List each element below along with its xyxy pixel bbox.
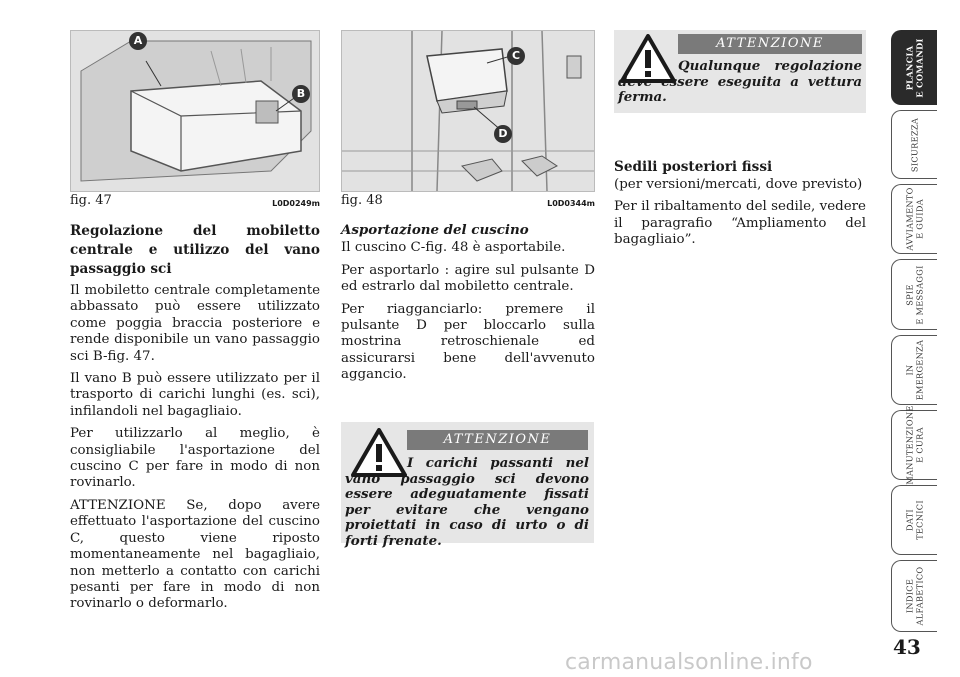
tab-label: DATI TECNICI bbox=[904, 500, 924, 540]
tab-indice-alfabetico[interactable] bbox=[891, 560, 937, 632]
warning-text: Qualunque regolazione deve essere eseguita a vettura ferma. bbox=[618, 58, 862, 106]
paragraph: Il vano B può essere utilizzato per il trasporto di carichi lunghi (es. sci), infilandoli nel bagagliaio. bbox=[70, 371, 320, 419]
tab-label: INDICE ALFABETICO bbox=[904, 566, 924, 626]
tab-label: PLANCIA E COMANDI bbox=[904, 37, 924, 98]
warning-title: ATTENZIONE bbox=[407, 430, 588, 450]
subheading: (per versioni/mercati, dove previsto) bbox=[614, 177, 863, 192]
paragraph: Per il ribaltamento del sedile, vedere il paragrafio “Ampliamento del bagagliaio”. bbox=[614, 199, 866, 248]
figure-48-image bbox=[341, 30, 595, 192]
fig-48-illustration bbox=[342, 31, 594, 191]
tab-in-emergenza[interactable] bbox=[891, 335, 937, 405]
warning-text: I carichi passanti nel vano passaggio sci devono essere adeguatamente fissati per evitare che vengano proiettati in caso di urto o di forti frenate. bbox=[345, 455, 589, 549]
column-2 bbox=[341, 222, 595, 390]
callout-a: A bbox=[129, 32, 147, 50]
column-3 bbox=[614, 158, 866, 255]
tab-label: SPIE E MESSAGGI bbox=[904, 264, 924, 325]
column-1 bbox=[70, 222, 320, 619]
tab-label: AVVIAMENTO E GUIDA bbox=[904, 187, 924, 251]
callout-c: C bbox=[507, 47, 525, 65]
tab-label: IN EMERGENZA bbox=[904, 339, 924, 401]
paragraph: Per riagganciarlo: premere il pulsante D per bloccarlo sulla mostrina retroschienale ed assicurarsi bene dell'avvenuto aggancio. bbox=[341, 301, 595, 383]
fig-48-caption bbox=[341, 193, 595, 208]
paragraph: Il cuscino C-fig. 48 è asportabile. bbox=[341, 240, 566, 256]
section-heading-sedili: Sedili posteriori fissi bbox=[614, 159, 773, 175]
warning-title: ATTENZIONE bbox=[678, 34, 862, 54]
page-number: 43 bbox=[893, 635, 921, 659]
paragraph: Il mobiletto centrale completamente abbassato può essere utilizzato come poggia braccia posteriore e rende disponibile un vano passaggio sci B-fig. 47. bbox=[70, 283, 320, 364]
tab-spie-e-messaggi[interactable] bbox=[891, 259, 937, 330]
tab-label: MANUTENZIONE E CURA bbox=[904, 405, 924, 485]
tab-sicurezza[interactable] bbox=[891, 110, 937, 179]
fig-47-label: fig. 47 bbox=[70, 193, 112, 208]
tab-avviamento-e-guida[interactable] bbox=[891, 184, 937, 254]
paragraph: Per asportarlo : agire sul pulsante D ed estrarlo dal mobiletto centrale. bbox=[341, 262, 595, 295]
section-heading-mobiletto: Regolazione del mobiletto centrale e utilizzo del vano passaggio sci bbox=[70, 223, 320, 277]
section-heading-cuscino: Asportazione del cuscino bbox=[341, 222, 529, 238]
tab-plancia-e-comandi[interactable] bbox=[891, 30, 937, 105]
tab-label: SICUREZZA bbox=[908, 117, 919, 172]
fig-47-code: L0D0249m bbox=[272, 199, 320, 208]
fig-48-label: fig. 48 bbox=[341, 193, 383, 208]
paragraph: ATTENZIONE Se, dopo avere effettuato l'asportazione del cuscino C, questo viene riposto momentaneamente nel bagagliaio, non metterlo a contatto con carichi pesanti per fare in modo di non rovinarlo o deformarlo. bbox=[70, 497, 320, 612]
tab-dati-tecnici[interactable] bbox=[891, 485, 937, 555]
callout-d: D bbox=[494, 125, 512, 143]
paragraph: Per utilizzarlo al meglio, è consigliabile l'asportazione del cuscino C per fare in modo di non rovinarlo. bbox=[70, 426, 320, 491]
fig-47-caption bbox=[70, 193, 320, 208]
warning-box-sci bbox=[341, 422, 594, 549]
tab-manutenzione-e-cura[interactable] bbox=[891, 405, 937, 485]
watermark: carmanualsonline.info bbox=[565, 650, 813, 675]
warning-box-regolazione bbox=[614, 30, 866, 113]
fig-48-code: L0D0344m bbox=[547, 199, 595, 208]
figure-47-image bbox=[70, 30, 320, 192]
callout-b: B bbox=[292, 85, 310, 103]
fig-47-illustration bbox=[71, 31, 319, 191]
